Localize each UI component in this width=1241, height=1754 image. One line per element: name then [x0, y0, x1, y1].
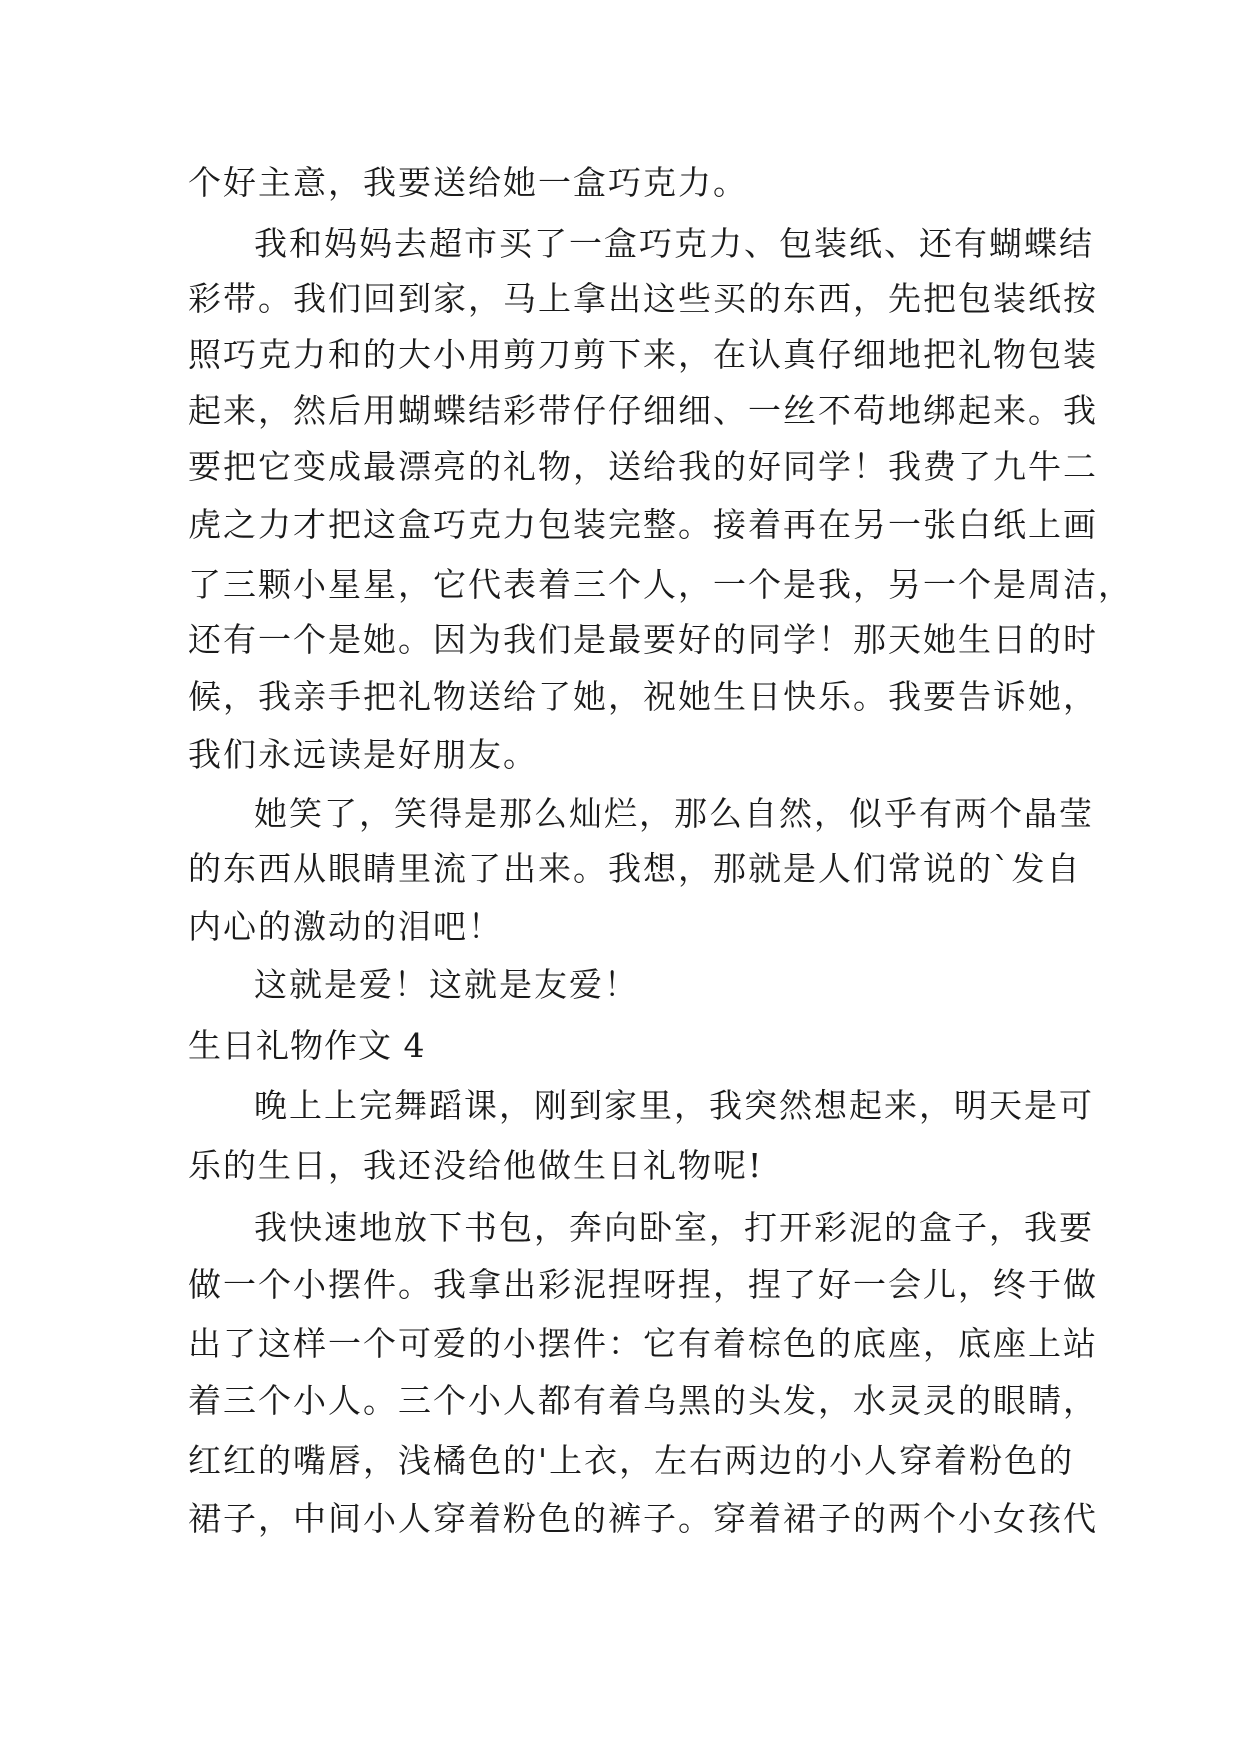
text-line: 红红的嘴唇，浅橘色的'上衣，左右两边的小人穿着粉色的 [188, 1441, 1075, 1480]
paragraph-start-line: 我快速地放下书包，奔向卧室，打开彩泥的盒子，我要 [254, 1208, 1094, 1247]
text-line: 起来，然后用蝴蝶结彩带仔仔细细、一丝不苟地绑起来。我 [188, 391, 1098, 430]
text-line: 彩带。我们回到家，马上拿出这些买的东西，先把包装纸按 [188, 279, 1098, 318]
text-line: 虎之力才把这盒巧克力包装完整。接着再在另一张白纸上画 [188, 505, 1098, 544]
text-line: 要把它变成最漂亮的礼物，送给我的好同学！我费了九牛二 [188, 447, 1098, 486]
text-line: 我们永远读是好朋友。 [188, 735, 538, 774]
paragraph-start-line: 我和妈妈去超市买了一盒巧克力、包装纸、还有蝴蝶结 [254, 224, 1094, 263]
text-line: 着三个小人。三个小人都有着乌黑的头发，水灵灵的眼睛， [188, 1381, 1098, 1420]
paragraph-start-line: 这就是爱！这就是友爱！ [254, 965, 639, 1004]
section-heading: 生日礼物作文 4 [188, 1026, 426, 1065]
text-line: 裙子，中间小人穿着粉色的裤子。穿着裙子的两个小女孩代 [188, 1499, 1098, 1538]
text-line: 候，我亲手把礼物送给了她，祝她生日快乐。我要告诉她， [188, 677, 1098, 716]
text-line: 了三颗小星星，它代表着三个人，一个是我，另一个是周洁， [188, 565, 1133, 604]
text-line: 做一个小摆件。我拿出彩泥捏呀捏，捏了好一会儿，终于做 [188, 1265, 1098, 1304]
paragraph-start-line: 晚上上完舞蹈课，刚到家里，我突然想起来，明天是可 [254, 1086, 1094, 1125]
text-line: 出了这样一个可爱的小摆件：它有着棕色的底座，底座上站 [188, 1324, 1098, 1363]
text-line: 乐的生日，我还没给他做生日礼物呢! [188, 1146, 764, 1185]
text-line: 照巧克力和的大小用剪刀剪下来，在认真仔细地把礼物包装 [188, 335, 1098, 374]
text-line: 的东西从眼睛里流了出来。我想，那就是人们常说的`发自 [188, 849, 1082, 888]
text-line: 内心的激动的泪吧！ [188, 907, 503, 946]
text-line: 还有一个是她。因为我们是最要好的同学！那天她生日的时 [188, 620, 1098, 659]
text-line: 个好主意，我要送给她一盒巧克力。 [188, 163, 748, 202]
paragraph-start-line: 她笑了，笑得是那么灿烂，那么自然，似乎有两个晶莹 [254, 794, 1094, 833]
